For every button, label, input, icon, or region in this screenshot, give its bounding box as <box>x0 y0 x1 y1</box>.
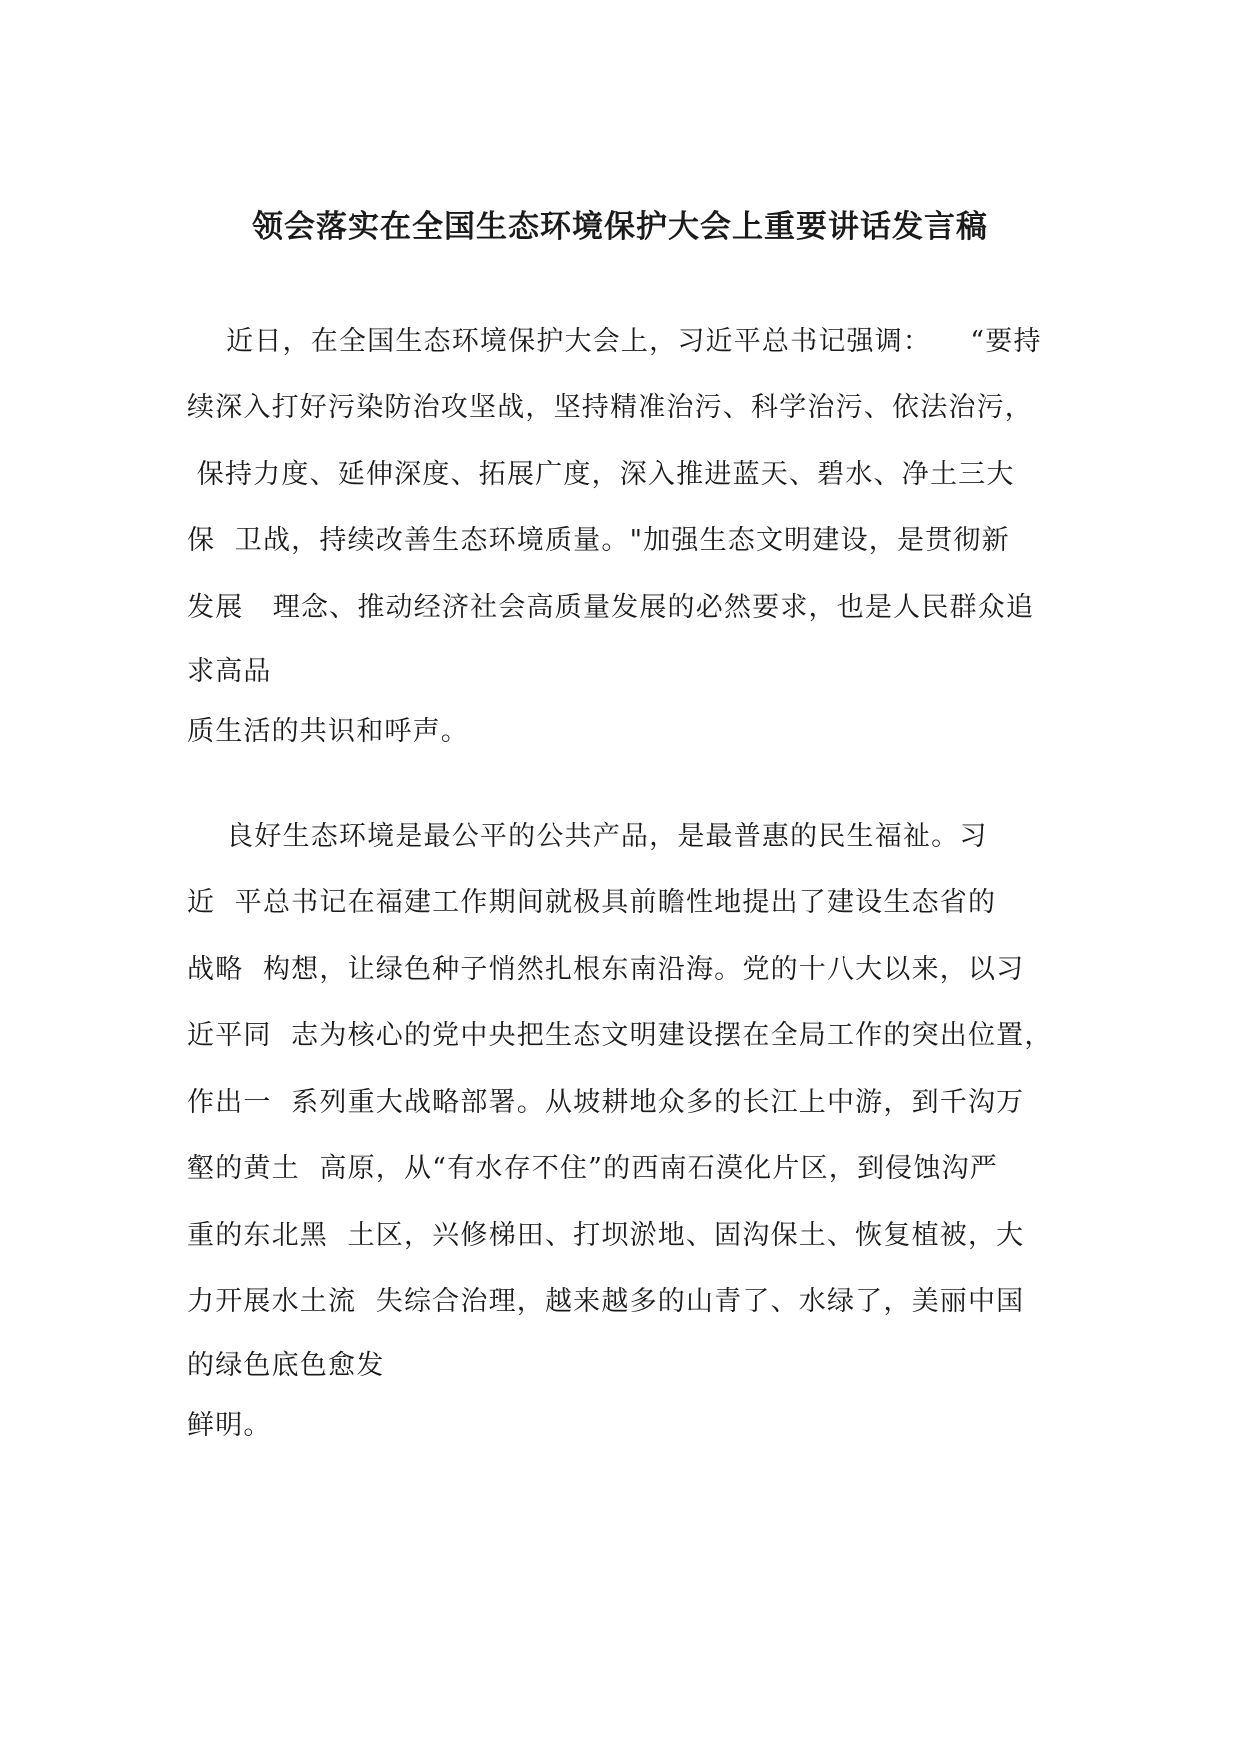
paragraph-1-line-2: 续深入打好污染防治攻坚战，坚持精准治污、科学治污、依法治污， <box>187 392 1033 423</box>
paragraph-2-line-3: 战略 构想，让绿色种子悄然扎根东南沿海。党的十八大以来，以习 <box>187 954 1025 985</box>
paragraph-1-line-1: 近日，在全国生态环境保护大会上，习近平总书记强调： “要持 <box>187 326 1042 357</box>
paragraph-2-line-9: 的绿色底色愈发 <box>187 1350 385 1381</box>
paragraph-2-line-6: 壑的黄土 高原，从“有水存不住”的西南石漠化片区，到侵蚀沟严 <box>187 1153 998 1184</box>
paragraph-2-line-5: 作出一 系列重大战略部署。从坡耕地众多的长江上中游，到千沟万 <box>187 1087 1025 1118</box>
paragraph-2-line-4: 近平同 志为核心的党中央把生态文明建设摆在全局工作的突出位置， <box>187 1020 1053 1051</box>
paragraph-1-line-4: 保 卫战，持续改善生态环境质量。"加强生态文明建设，是贯彻新 <box>187 525 1010 556</box>
paragraph-2-line-10: 鲜明。 <box>187 1410 272 1441</box>
paragraph-2-line-1: 良好生态环境是最公平的公共产品，是最普惠的民生福祉。习 <box>187 821 988 852</box>
paragraph-1-line-5: 发展 理念、推动经济社会高质量发展的必然要求，也是人民群众追 <box>187 592 1035 623</box>
paragraph-2-line-2: 近 平总书记在福建工作期间就极具前瞻性地提出了建设生态省的 <box>187 887 997 918</box>
paragraph-1-line-3: 保持力度、延伸深度、拓展广度，深入推进蓝天、碧水、净土三大 <box>187 459 1015 490</box>
paragraph-1-line-7: 质生活的共识和呼声。 <box>187 716 469 747</box>
paragraph-1-line-6: 求高品 <box>187 656 272 687</box>
paragraph-2-line-7: 重的东北黑 土区，兴修梯田、打坝淤地、固沟保土、恢复植被，大 <box>187 1220 1025 1251</box>
paragraph-2-line-8: 力开展水土流 失综合治理，越来越多的山青了、水绿了，美丽中国 <box>187 1286 1025 1317</box>
document-title: 领会落实在全国生态环境保护大会上重要讲话发言稿 <box>252 209 988 245</box>
